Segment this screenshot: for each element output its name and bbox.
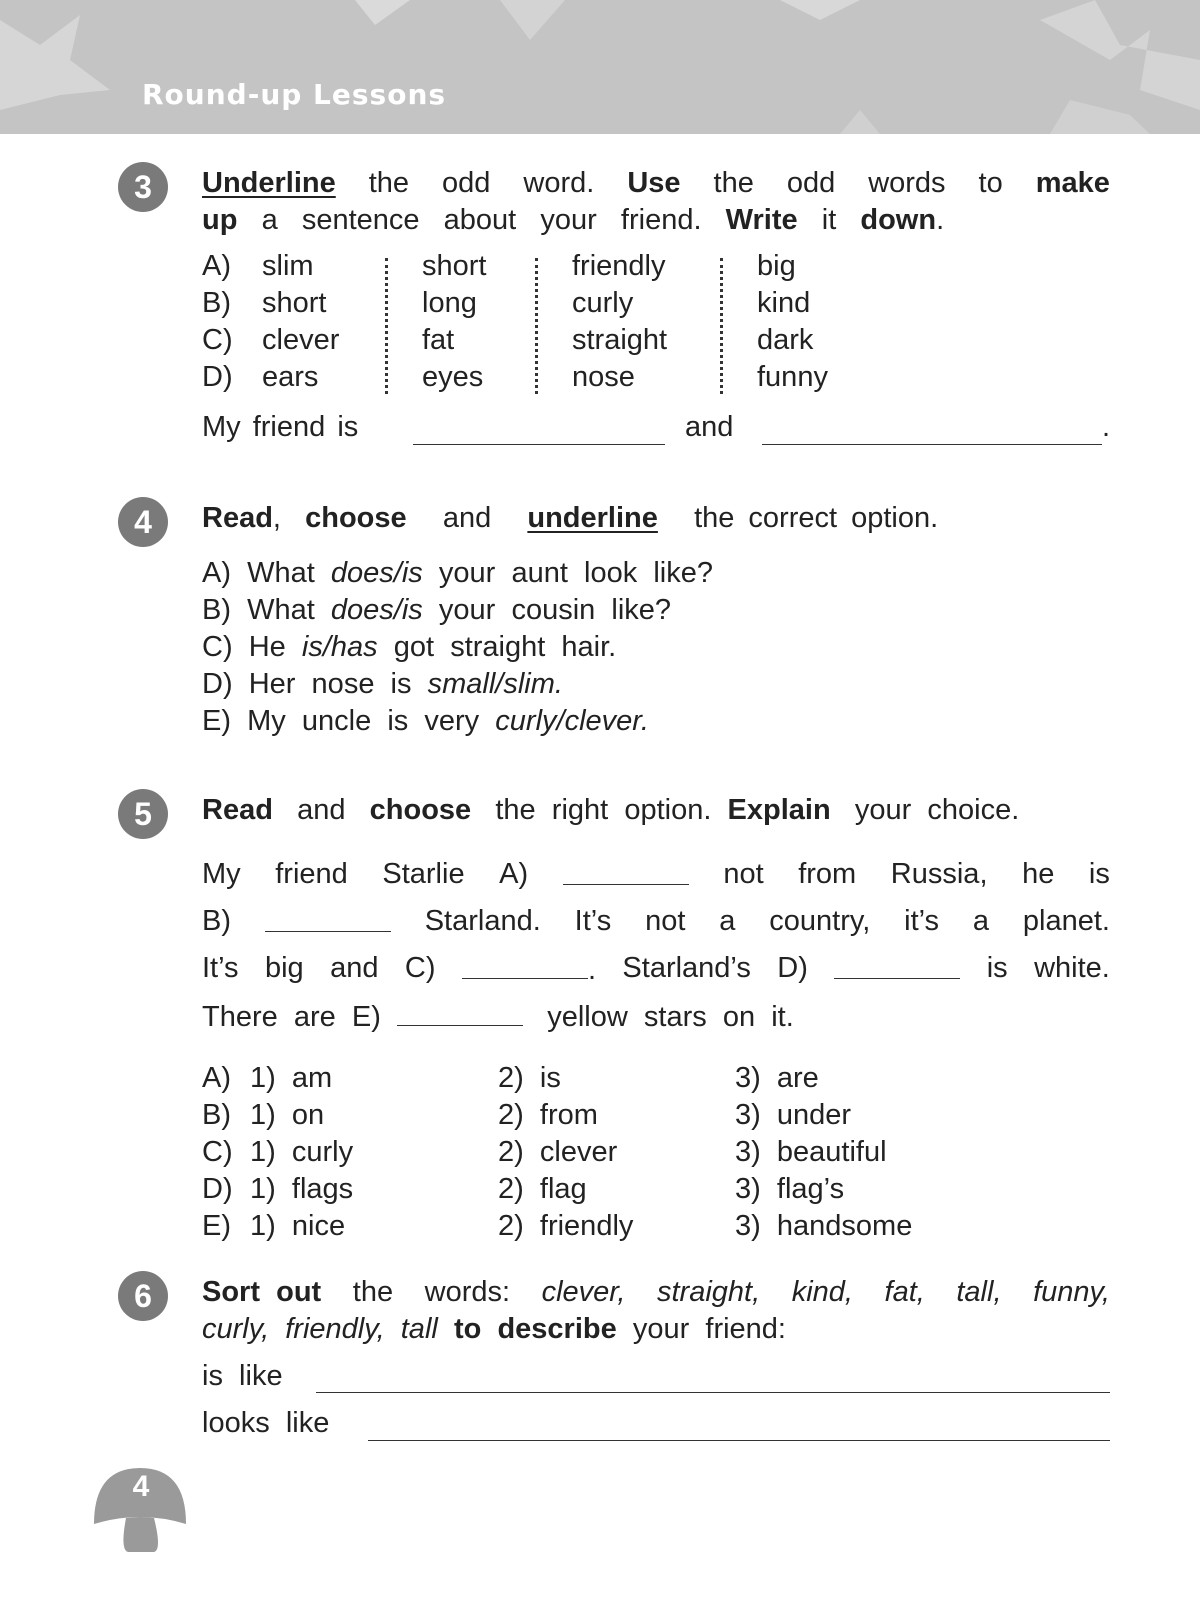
option-label: A) [202,1062,231,1094]
option: 1) curly [250,1136,354,1168]
page-number: 4 [132,1470,150,1503]
word-cell: curly [572,287,634,319]
header-band [0,0,1200,134]
looks-like-answer-line[interactable] [368,1440,1110,1441]
answer-blank[interactable] [413,444,665,445]
task-3-number: 3 [118,162,168,212]
dotted-divider [385,258,388,394]
row-label: B) [202,287,231,319]
option: 3) under [735,1099,852,1131]
word-cell: straight [572,324,668,356]
row-label: C) [202,324,233,356]
sentence-start: My friend is [202,411,359,443]
option: 1) flags [250,1173,354,1205]
option: 2) flag [498,1173,587,1205]
word-cell: kind [757,287,811,319]
task-4-item-b: B) What does/is your cousin like? [202,594,672,626]
task-5-text-line-2: B) Starland. It’s not a country, it’s a planet. [202,905,1110,937]
task-4-item-c: C) He is/has got straight hair. [202,631,617,663]
task-5-text-line-3: It’s big and C) . Starland’s D) is white. [202,952,1110,986]
option: 1) on [250,1099,325,1131]
option: 1) am [250,1062,333,1094]
word-cell: slim [262,250,314,282]
answer-blank[interactable] [397,999,523,1026]
word-cell: short [422,250,487,282]
task-6-number: 6 [118,1271,168,1321]
header-title: Round-up Lessons [142,78,447,111]
is-like-answer-line[interactable] [316,1392,1110,1393]
row-label: A) [202,250,231,282]
word-cell: big [757,250,796,282]
sentence-end: . [1102,411,1111,443]
option: 3) beautiful [735,1136,887,1168]
word-cell: fat [422,324,455,356]
option: 3) handsome [735,1210,913,1242]
word-cell: clever [262,324,340,356]
answer-blank[interactable] [563,858,689,885]
task-4-item-d: D) Her nose is small/slim. [202,668,563,700]
option-label: E) [202,1210,231,1242]
option-label: C) [202,1136,233,1168]
word-cell: friendly [572,250,666,282]
option: 2) friendly [498,1210,634,1242]
task-6-instruction-line-2: curly, friendly, tall to describe your friend: [202,1313,786,1345]
answer-blank[interactable] [462,952,588,979]
option-label: B) [202,1099,231,1131]
task-6-instruction-line-1: Sort out the words: clever, straight, kind, fat, tall, funny, [202,1276,1110,1308]
answer-blank[interactable] [265,905,391,932]
word-cell: eyes [422,361,484,393]
dotted-divider [720,258,723,394]
word-cell: ears [262,361,319,393]
sentence-and: and [685,411,734,443]
row-label: D) [202,361,233,393]
task-5-text-line-4: There are E) yellow stars on it. [202,1001,794,1033]
option: 2) is [498,1062,561,1094]
word-cell: long [422,287,477,319]
option: 2) from [498,1099,598,1131]
stars-decoration [0,0,1200,134]
task-4-item-e: E) My uncle is very curly/clever. [202,705,649,737]
task-4-item-a: A) What does/is your aunt look like? [202,557,713,589]
option: 1) nice [250,1210,346,1242]
is-like-label: is like [202,1360,283,1392]
dotted-divider [535,258,538,394]
option-label: D) [202,1173,233,1205]
word-cell: dark [757,324,814,356]
word-cell: nose [572,361,635,393]
task-5-text-line-1: My friend Starlie A) not from Russia, he is [202,858,1110,890]
word-cell: short [262,287,327,319]
option: 3) flag’s [735,1173,845,1205]
task-5-instruction: Read and choose the right option. Explain your choice. [202,794,1020,826]
task-4-instruction: Read, choose and underline the correct option. [202,502,939,534]
answer-blank[interactable] [762,444,1102,445]
task-4-number: 4 [118,497,168,547]
task-3-instruction-line-2: up a sentence about your friend. Write it down. [202,204,945,236]
looks-like-label: looks like [202,1407,330,1439]
word-cell: funny [757,361,828,393]
answer-blank[interactable] [834,952,960,979]
task-3-instruction-line-1: Underline the odd word. Use the odd words to make [202,167,1110,199]
task-5-number: 5 [118,789,168,839]
option: 3) are [735,1062,819,1094]
option: 2) clever [498,1136,618,1168]
